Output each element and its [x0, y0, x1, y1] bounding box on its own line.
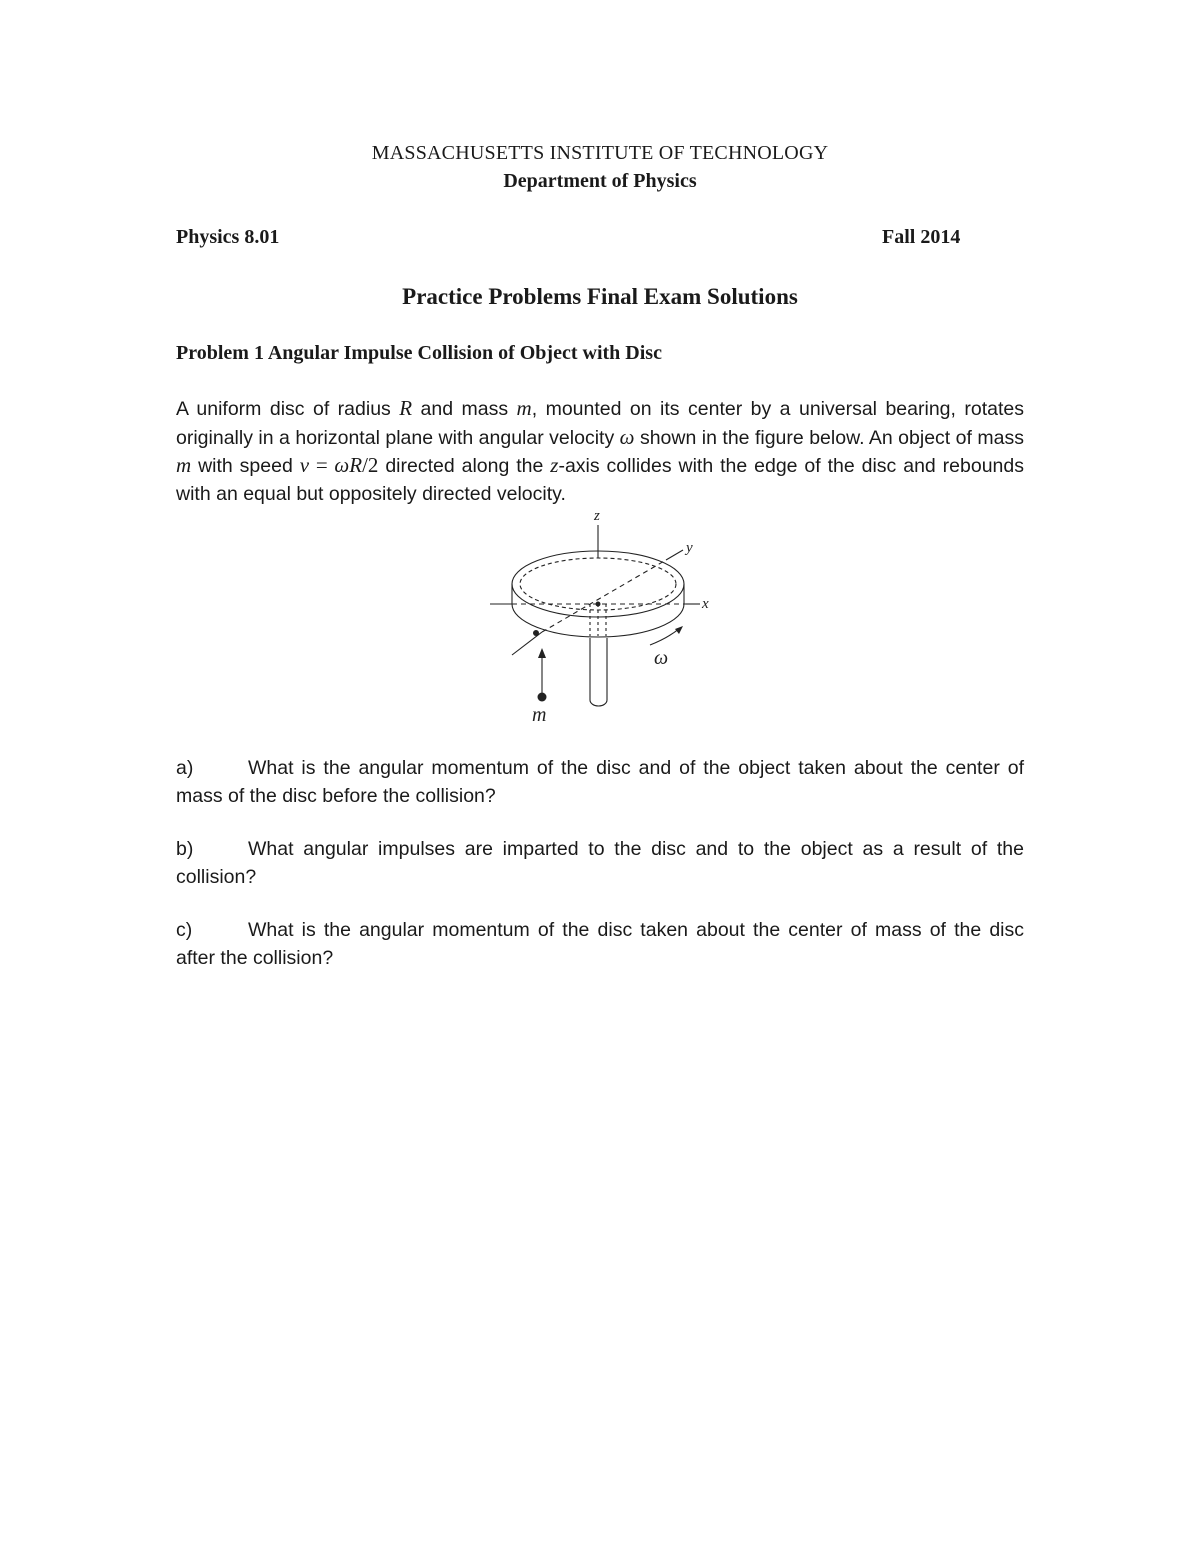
intro-text-5: with speed [191, 455, 300, 477]
label-z: z [594, 508, 600, 524]
mass-object [538, 693, 547, 702]
course-code: Physics 8.01 [176, 226, 280, 248]
var-mass: m [516, 396, 532, 420]
department-name: Department of Physics [503, 170, 697, 192]
question-c [176, 917, 1024, 972]
label-mass: m [532, 704, 547, 726]
question-b [176, 836, 1024, 891]
axle-bottom [590, 700, 607, 706]
impact-point [533, 630, 539, 636]
var-omega: ω [619, 424, 635, 449]
problem-heading: Problem 1 Angular Impulse Collision of Object with Disc [176, 342, 662, 364]
speed-v: v [299, 453, 310, 477]
label-x: x [702, 596, 709, 612]
question-b-label: b) [176, 838, 194, 860]
intro-text-6: directed along the [378, 455, 551, 477]
question-b-text: What angular impulses are imparted to the disc and to the object as a result of the collision? [176, 838, 1024, 888]
problem-statement [176, 395, 1024, 508]
label-omega: ω [654, 647, 669, 669]
label-y: y [686, 540, 693, 556]
speed-radius: R [349, 453, 363, 477]
institution-name: MASSACHUSETTS INSTITUTE OF TECHNOLOGY [371, 142, 829, 164]
question-a-text: What is the angular momentum of the disc and of the object taken about the center of mass of the disc before the collision? [176, 757, 1024, 807]
var-z: z [550, 453, 559, 477]
var-radius: R [399, 396, 413, 420]
omega-arrow-arc [650, 628, 680, 645]
y-axis-dashed [542, 560, 666, 632]
intro-text-4: shown in the figure below. An object of mass [634, 426, 1024, 449]
document-title: Practice Problems Final Exam Solutions [402, 284, 798, 309]
speed-divide: /2 [362, 453, 379, 477]
disc-top-edge [512, 551, 684, 617]
intro-text-3: , mounted on its center by a universal bearing, rotates originally in a horizontal plane with angular velocity [176, 398, 1024, 449]
speed-equals: = [309, 453, 335, 477]
term-label: Fall 2014 [882, 226, 961, 248]
omega-arrow-head [675, 626, 683, 634]
y-axis-back [666, 550, 683, 560]
disc-center-point [596, 602, 601, 607]
disc-diagram [470, 500, 750, 730]
disc-collision-figure [470, 500, 750, 730]
question-c-text: What is the angular momentum of the disc taken about the center of mass of the disc after the collision? [176, 919, 1024, 969]
mass-arrow-head [538, 648, 546, 658]
question-c-label: c) [176, 919, 193, 941]
intro-text-2: and mass [412, 398, 517, 420]
speed-omega: ω [334, 453, 350, 477]
question-a [176, 755, 1024, 810]
intro-text-7: -axis collides with the edge of the disc and rebounds with an equal but oppositely directed velocity. [176, 455, 1024, 505]
question-a-label: a) [176, 757, 194, 779]
var-mass-object: m [176, 453, 192, 477]
intro-text-1: A uniform disc of radius [176, 398, 400, 420]
